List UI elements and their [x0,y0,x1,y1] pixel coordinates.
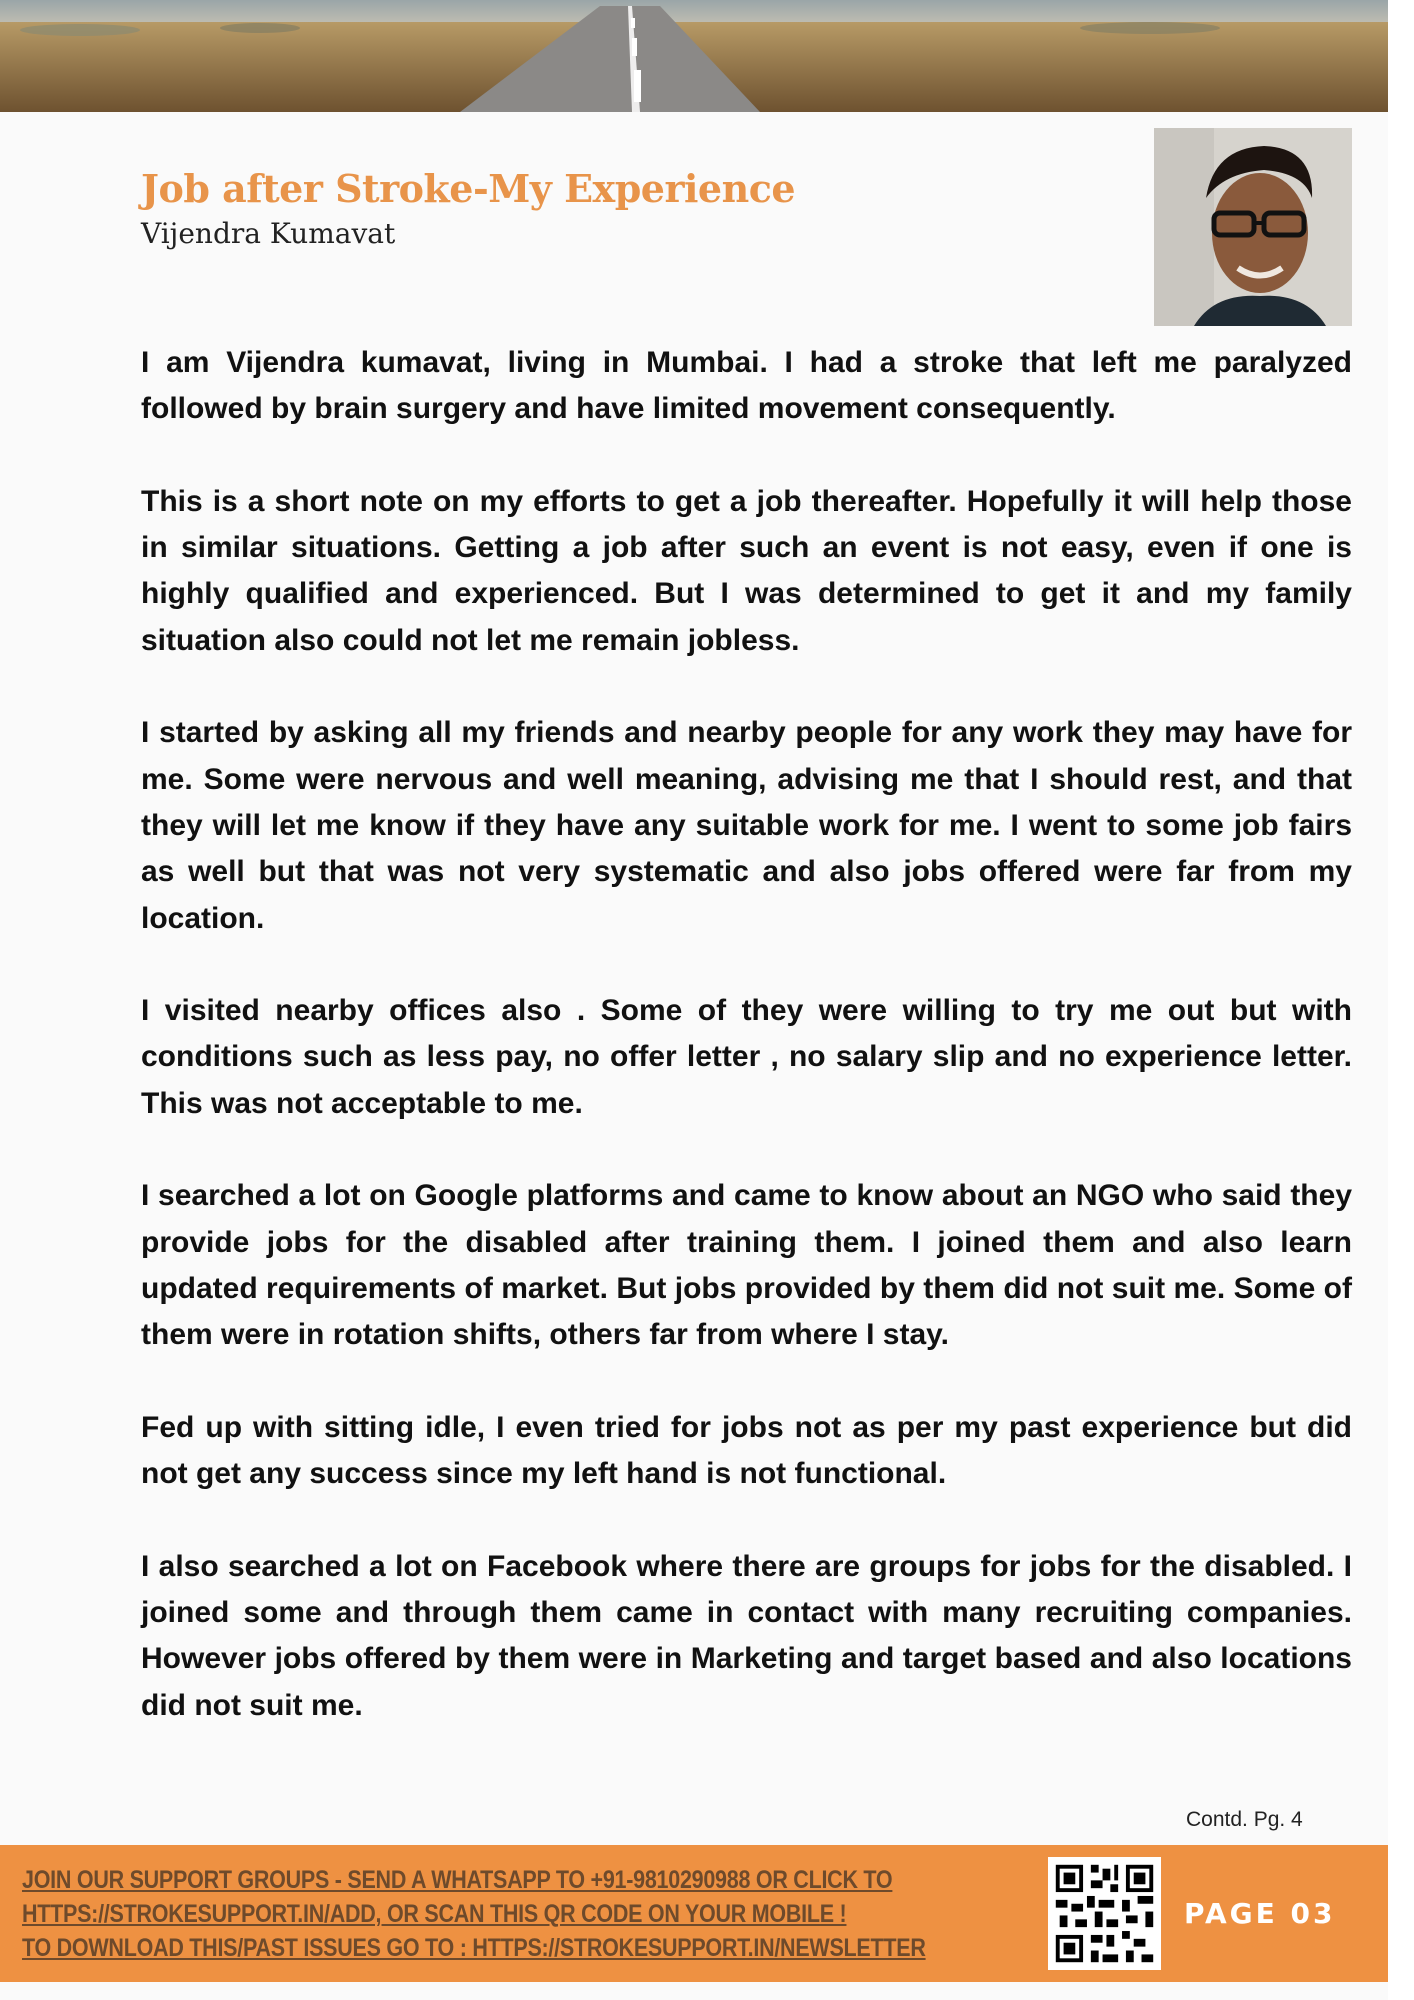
road-landscape-image [0,0,1388,112]
article-body [141,340,1352,1729]
paragraph: Fed up with sitting idle, I even tried for jobs not as per my past experience but did not get any success since my left hand is not functional. [141,1410,1352,1491]
paragraph: I am Vijendra kumavat, living in Mumbai. I had a stroke that left me paralyzed followed by brain surgery and have limited movement consequently. [141,346,1352,426]
paragraph: I also searched a lot on Facebook where there are groups for jobs for the disabled. I joined some and through them came in contact with many recruiting companies. However jobs offered by them were in Marketing and target based and also locations did not suit me. [141,1549,1352,1722]
footer-line-newsletter-link[interactable]: TO DOWNLOAD THIS/PAST ISSUES GO TO : HTTPS://STROKESUPPORT.IN/NEWSLETTER [22,1934,926,1962]
paragraph: I searched a lot on Google platforms and came to know about an NGO who said they provide jobs for the disabled after training them. I joined them and also learn updated requirements of market. But jobs provided by them did not suit me. Some of them were in rotation shifts, others far from where I stay. [141,1179,1352,1352]
author-photo [1154,128,1352,326]
footer-bar [0,1845,1388,1982]
footer-line-add-link[interactable]: HTTPS://STROKESUPPORT.IN/ADD, OR SCAN THIS QR CODE ON YOUR MOBILE ! [22,1900,847,1928]
paragraph: I visited nearby offices also . Some of they were willing to try me out but with conditions such as less pay, no offer letter , no salary slip and no experience letter. This was not acceptable to me. [141,994,1352,1120]
article-author: Vijendra Kumavat [141,217,396,250]
continued-note: Contd. Pg. 4 [1186,1808,1303,1831]
road-landscape-banner [0,0,1388,112]
paragraph: This is a short note on my efforts to get a job thereafter. Hopefully it will help those in similar situations. Getting a job after such an event is not easy, even if one is highly qualified and experienced. But I was determined to get it and my family situation also could not let me remain jobless. [141,484,1352,657]
qr-code-image [1048,1857,1161,1970]
footer-line-whatsapp[interactable]: JOIN OUR SUPPORT GROUPS - SEND A WHATSAPP TO +91-9810290988 OR CLICK TO [22,1866,893,1894]
article-title: Job after Stroke-My Experience [141,166,796,211]
footer-links[interactable] [22,1863,926,1965]
page-number: PAGE 03 [1184,1897,1336,1930]
paragraph: I started by asking all my friends and nearby people for any work they may have for me. Some were nervous and well meaning, advising me that I should rest, and that they will let me know if they have any suitable work for me. I went to some job fairs as well but that was not very systematic and also jobs offered were far from my location. [141,716,1352,935]
author-portrait-image [1154,128,1352,326]
qr-code[interactable] [1048,1857,1161,1970]
